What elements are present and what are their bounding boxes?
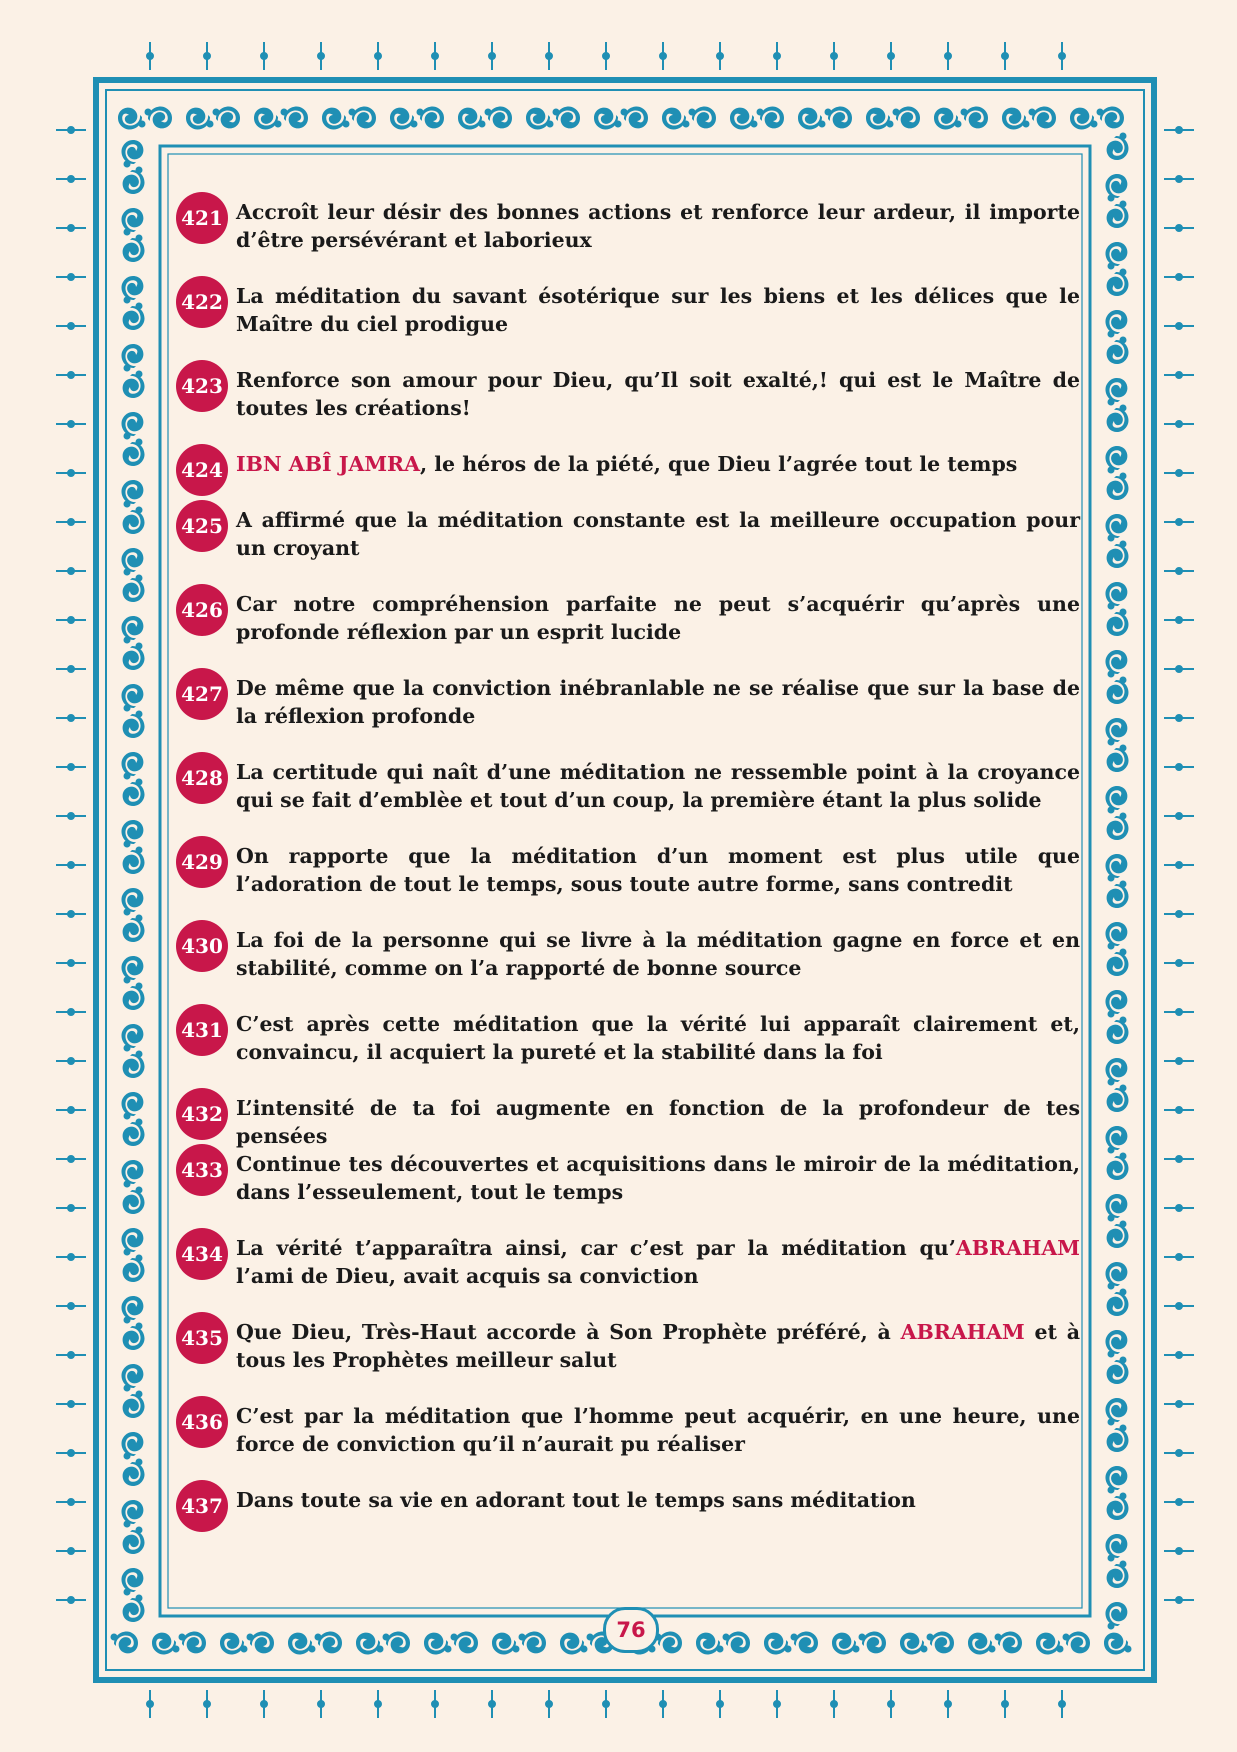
verse-text [236,198,1080,254]
highlighted-name: ABRAHAM [900,1320,1025,1344]
verse-text-part: , le héros de la piété, que Dieu l’agrée tout le temps [420,452,1018,476]
verse-text-part: A affirmé que la méditation constante est la meilleure occupation pour un croyant [236,508,1080,560]
verse-number-badge: 437 [176,1480,228,1532]
verse-number-badge: 429 [176,836,228,888]
verse-number-badge: 426 [176,584,228,636]
verse-text [236,1150,1080,1206]
verse-number-badge: 428 [176,752,228,804]
verse-text [236,366,1080,422]
verse-text-part: On rapporte que la méditation d’un moment est plus utile que l’adoration de tout le temps, sous toute autre forme, sans contredit [236,844,1080,896]
verse-text [236,842,1080,898]
verse-text-part: l’ami de Dieu, avait acquis sa conviction [236,1264,699,1288]
verse-number-badge: 433 [176,1144,228,1196]
verse-text-part: De même que la conviction inébranlable ne se réalise que sur la base de la réflexion profonde [236,676,1080,728]
verse-text-part: La méditation du savant ésotérique sur les biens et les délices que le Maître du ciel prodigue [236,284,1080,336]
verse-text-part: La vérité t’apparaîtra ainsi, car c’est par la méditation qu’ [236,1236,956,1260]
verse-text [236,674,1080,730]
highlighted-name: IBN ABÎ JAMRA [236,452,420,476]
verse-text [236,590,1080,646]
verse-text [236,282,1080,338]
verse-text-part: C’est après cette méditation que la vérité lui apparaît clairement et, convaincu, il acquiert la pureté et la stabilité dans la foi [236,1012,1080,1064]
verse-text-part: La foi de la personne qui se livre à la méditation gagne en force et en stabilité, comme on l’a rapporté de bonne source [236,928,1080,980]
verse-number-badge: 421 [176,192,228,244]
verse-text [236,1094,1080,1150]
verse-text-part: Continue tes découvertes et acquisitions dans le miroir de la méditation, dans l’esseulement, tout le temps [236,1152,1080,1204]
verse-text [236,450,1080,478]
verse-number-badge: 430 [176,920,228,972]
verse-number-badge: 434 [176,1228,228,1280]
highlighted-name: ABRAHAM [955,1236,1080,1260]
verse-text-part: et à tous les Prophètes meilleur salut [236,1320,1080,1372]
verse-text-part: C’est par la méditation que l’homme peut acquérir, en une heure, une force de conviction qu’il n’aurait pu réaliser [236,1404,1080,1456]
verse-number-badge: 435 [176,1312,228,1364]
verse-text-part: Car notre compréhension parfaite ne peut s’acquérir qu’après une profonde réflexion par un esprit lucide [236,592,1080,644]
verse-number-badge: 431 [176,1004,228,1056]
verse-number-badge: 425 [176,500,228,552]
verse-text [236,1402,1080,1458]
verse-text [236,1486,1080,1514]
verse-text-part: Dans toute sa vie en adorant tout le temps sans méditation [236,1488,916,1512]
verse-text-part: Renforce son amour pour Dieu, qu’Il soit exalté,! qui est le Maître de toutes les créations! [236,368,1080,420]
verse-text-part: Que Dieu, Très-Haut accorde à Son Prophète préféré, à [236,1320,901,1344]
verse-list [176,192,1080,1572]
page-number: 76 [603,1607,659,1653]
verse-text [236,506,1080,562]
verse-number-badge: 427 [176,668,228,720]
verse-text-part: Accroît leur désir des bonnes actions et renforce leur ardeur, il importe d’être persévérant et laborieux [236,200,1080,252]
verse-number-badge: 422 [176,276,228,328]
verse-text [236,758,1080,814]
verse-text-part: La certitude qui naît d’une méditation ne ressemble point à la croyance qui se fait d’emblèe et tout d’un coup, la première étant la plus solide [236,760,1080,812]
verse-text [236,1318,1080,1374]
verse-text [236,1234,1080,1290]
verse-number-badge: 432 [176,1088,228,1140]
verse-number-badge: 423 [176,360,228,412]
verse-number-badge: 424 [176,444,228,496]
verse-text [236,926,1080,982]
verse-text-part: L’intensité de ta foi augmente en fonction de la profondeur de tes pensées [236,1096,1080,1148]
verse-text [236,1010,1080,1066]
verse-number-badge: 436 [176,1396,228,1448]
